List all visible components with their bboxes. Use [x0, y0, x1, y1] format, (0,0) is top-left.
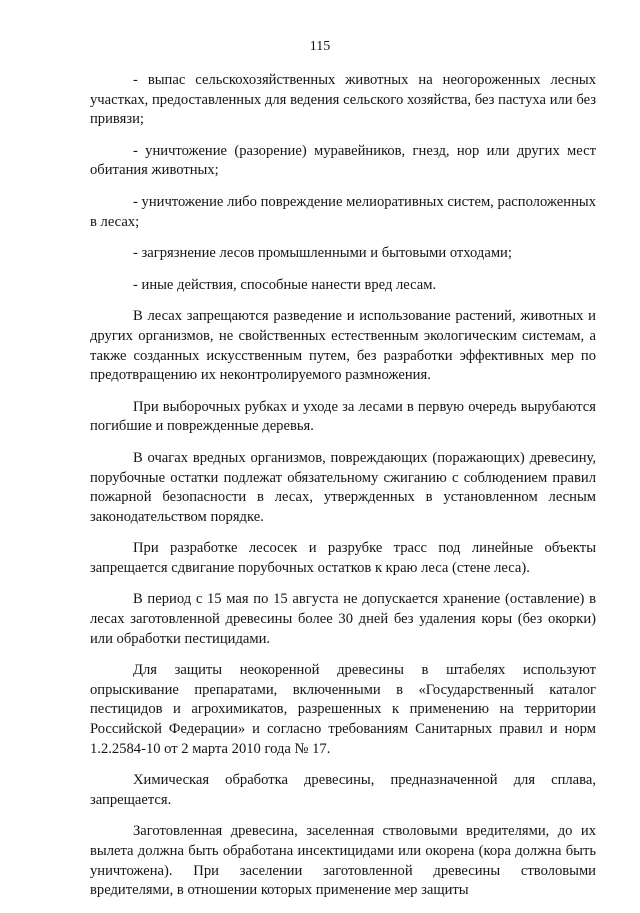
- document-body: [90, 71, 596, 913]
- paragraph-other-actions: - иные действия, способные нанести вред лесам.: [133, 276, 437, 293]
- paragraph-grazing: - выпас сельскохозяйственных животных на неогороженных лесных участках, предоставленных для ведения сельского хозяйства, без пастуха или без привязи;: [90, 72, 596, 128]
- paragraph-anthills: - уничтожение (разорение) муравейников, гнезд, нор или других мест обитания животных;: [90, 142, 596, 179]
- paragraph-rafting-treatment: Химическая обработка древесины, предназначенной для сплава, запрещается.: [90, 772, 596, 808]
- paragraph-cutting-areas: При разработке лесосек и разрубке трасс под линейные объекты запрещается сдвигание порубочных остатков к краю леса (стене леса).: [90, 540, 596, 576]
- paragraph-stack-protection: Для защиты неокоренной древесины в штабелях используют опрыскивание препаратами, включенными в «Государственный каталог пестицидов и агрохимикатов, разрешенных к применению на территории Российской Федерации» и согласно требованиям Санитарных правил и норм 1.2.2584-10 от 2 марта 2010 года № 17.: [90, 662, 596, 757]
- paragraph-selective-felling: При выборочных рубках и уходе за лесами в первую очередь вырубаются погибшие и поврежденные деревья.: [90, 398, 596, 435]
- page-number: 115: [309, 39, 331, 54]
- paragraph-pollution: - загрязнение лесов промышленными и бытовыми отходами;: [133, 245, 512, 262]
- paragraph-melioration: - уничтожение либо повреждение мелиоративных систем, расположенных в лесах;: [90, 193, 596, 230]
- paragraph-storage-period: В период с 15 мая по 15 августа не допускается хранение (оставление) в лесах заготовленной древесины более 30 дней без удаления коры (без окорки) или обработки пестицидами.: [90, 591, 596, 647]
- paragraph-infested-timber: Заготовленная древесина, заселенная стволовыми вредителями, до их вылета должна быть обработана инсектицидами или окорена (кора должна быть уничтожена). При заселении заготовленной древесины стволовыми вредителями, в отношении которых применение мер защиты: [90, 823, 596, 899]
- paragraph-pest-foci: В очагах вредных организмов, повреждающих (поражающих) древесину, порубочные остатки подлежат обязательному сжиганию с соблюдением правил пожарной безопасности в лесах, утвержденных в установленном лесным законодательством порядке.: [90, 449, 596, 525]
- paragraph-alien-species: В лесах запрещаются разведение и использование растений, животных и других организмов, не свойственных естественным экологическим системам, а также созданных искусственным путем, без разработки эффективных мер по предотвращению их неконтролируемого размножения.: [90, 308, 596, 384]
